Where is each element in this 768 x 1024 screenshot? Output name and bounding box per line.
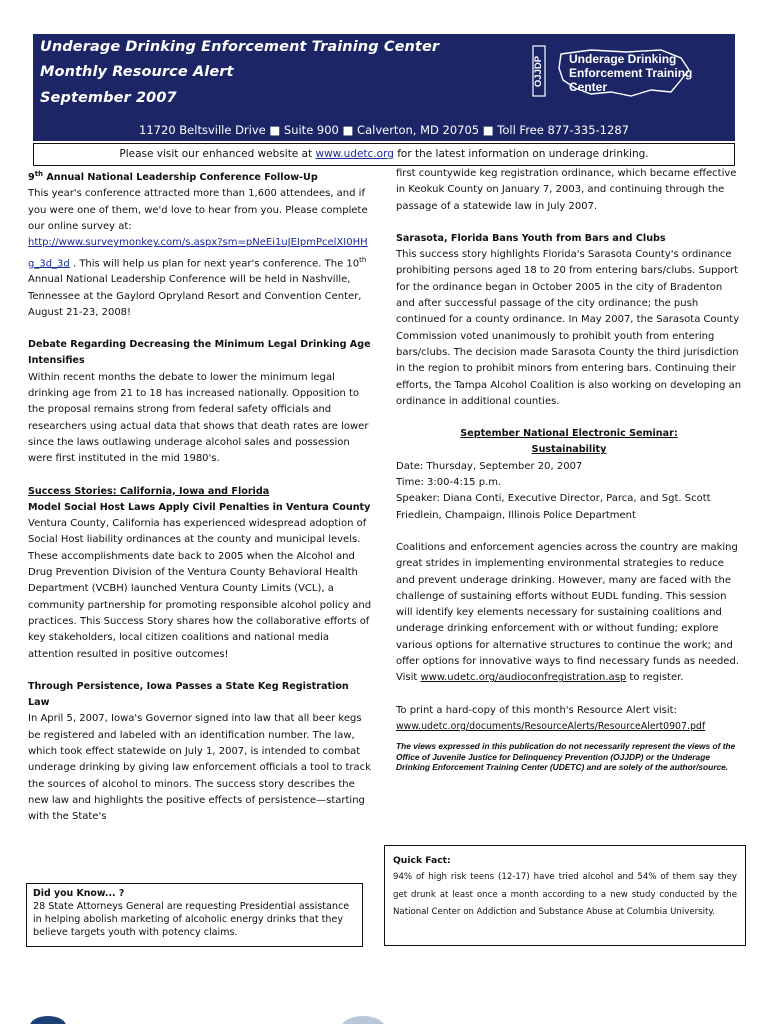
logo-line1: Underage Drinking bbox=[569, 52, 677, 66]
conference-text-sup: th bbox=[359, 255, 367, 264]
conference-heading bbox=[28, 166, 373, 186]
left-column bbox=[28, 166, 373, 826]
ventura-paragraph: Ventura County, California has experienced widespread adoption of Social Host liability ordinances at the county and municipal levels. These accomplishments date back to 2005 when the Alcohol and Drug Prevention Division of the Ventura County Behavioral Health Department (VCBH) launched Ventura County Limits (VCL), a community partnership for promoting responsible alcohol policy and practices. This Success Story shares how the collaborative efforts of key stakeholders, local citizen coalitions and national media attention resulted in positive outcomes! bbox=[28, 518, 372, 660]
quick-fact-title: Quick Fact: bbox=[393, 855, 451, 866]
iowa-paragraph: In April 5, 2007, Iowa's Governor signed into law that all beer kegs be registered and labeled with an identification number. The law, which took effect statewide on July 1, 2007, is intended to combat underage drinking by giving law enforcement officials a tool to track the sources of alcohol to minors. The success story describes the new law and highlights the positive effects of persistence—starting with the State's bbox=[28, 713, 371, 823]
debate-paragraph: Within recent months the debate to lower the minimum legal drinking age from 21 to 18 has increased nationally. Opposition to the proposal remains strong from federal safety officials and researchers using actual data that shows that death rates are lower since the laws outlawing underage alcohol sales and possession were first instituted in the mid 1980's. bbox=[28, 371, 369, 465]
footer-logo-center-icon bbox=[338, 1010, 388, 1024]
header-banner bbox=[33, 34, 735, 141]
iowa-continued-paragraph: first countywide keg registration ordinance, which became effective in Keokuk County on January 7, 2003, and continuing through the passage of a statewide law in July 2007. bbox=[396, 168, 737, 212]
conference-text-1: This year's conference attracted more than 1,600 attendees, and if you were one of them, we'd love to hear from you. Please complete our online survey at: bbox=[28, 188, 368, 233]
print-text: To print a hard-copy of this month's Resource Alert visit: bbox=[396, 704, 677, 716]
logo-text bbox=[569, 52, 731, 94]
conference-heading-text: Annual National Leadership Conference Follow-Up bbox=[43, 172, 318, 184]
did-you-know-title: Did you Know... ? bbox=[33, 888, 125, 899]
coalition-text: Coalitions and enforcement agencies across the country are making great strides in implementing environmental strategies to reduce and prevent underage drinking. However, many are faced with the challenge of sustaining efforts without EUDL funding. This session will identify key elements necessary for sustaining coalitions and underage drinking enforcement with or without funding; explore various options for alternative structures to continue the work; and offer options for innovative ways to find necessary funds as needed. Visit bbox=[396, 541, 739, 684]
conference-heading-number: 9 bbox=[28, 172, 35, 184]
seminar-heading-line2: Sustainability bbox=[531, 444, 607, 456]
print-link[interactable]: www.udetc.org/documents/ResourceAlerts/ResourceAlert0907.pdf bbox=[396, 720, 706, 732]
survey-link[interactable]: http://www.surveymonkey.com/s.aspx?sm=pNeEi1uJEIpmPcelXI0HHg_3d_3d bbox=[28, 237, 368, 269]
did-you-know-text: 28 State Attorneys General are requesting Presidential assistance in helping abolish marketing of alcoholic energy drinks that they believe targets youth with potency claims. bbox=[33, 901, 350, 938]
seminar-date: Date: Thursday, September 20, 2007 bbox=[396, 460, 583, 472]
seminar-heading-line1: September National Electronic Seminar: bbox=[460, 428, 678, 440]
header-title-line1: Underage Drinking Enforcement Training Center bbox=[40, 39, 440, 55]
website-bar bbox=[33, 143, 735, 166]
success-stories-heading: Success Stories: California, Iowa and Florida bbox=[28, 485, 270, 497]
conference-text-3: Annual National Leadership Conference will be held in Nashville, Tennessee at the Gaylord Opryland Resort and Convention Center, August 21-23, 2008! bbox=[28, 274, 362, 318]
did-you-know-box bbox=[26, 883, 363, 947]
iowa-heading: Through Persistence, Iowa Passes a State Keg Registration Law bbox=[28, 680, 349, 709]
disclaimer: The views expressed in this publication do not necessarily represent the views of the Office of Juvenile Justice for Delinquency Prevention (OJJDP) or the Underage Drinking Enforcement Training Center (UDETC) and are solely of the author/source. bbox=[396, 741, 736, 773]
udetc-website-link[interactable]: www.udetc.org bbox=[315, 148, 394, 160]
quick-fact-text: 94% of high risk teens (12-17) have tried alcohol and 54% of them say they get drunk at least once a month according to a new study conducted by the National Center on Addiction and Substance Abuse at Columbia University. bbox=[393, 872, 737, 917]
website-text-before: Please visit our enhanced website at bbox=[119, 148, 316, 160]
footer-logo-left-icon bbox=[28, 1010, 68, 1024]
print-paragraph bbox=[396, 719, 742, 735]
sarasota-paragraph: This success story highlights Florida's Sarasota County's ordinance prohibiting persons aged 18 to 20 from entering bars/clubs. Support for the ordinance began in October 2005 in the city of Bradenton and after successful passage of the city ordinance; the push continued for a county ordinance. In May 2007, the Sarasota County Commission voted unanimously to prohibit youth from entering bars/clubs. The decision made Sarasota County the third jurisdiction in the region to prohibit minors from entering bars. Continuing their efforts, the Tampa Alcohol Coalition is also working on developing an ordinance in additional counties. bbox=[396, 249, 742, 407]
seminar-time: Time: 3:00-4:15 p.m. bbox=[396, 477, 502, 489]
sarasota-heading: Sarasota, Florida Bans Youth from Bars and Clubs bbox=[396, 232, 666, 244]
register-link[interactable]: www.udetc.org/audioconfregistration.asp bbox=[420, 672, 627, 684]
conference-heading-sup: th bbox=[34, 170, 44, 178]
quick-fact-box bbox=[384, 845, 746, 946]
address-bar: 11720 Beltsville Drive ■ Suite 900 ■ Calverton, MD 20705 ■ Toll Free 877-335-1287 bbox=[139, 123, 629, 137]
logo-acronym: OJJDP bbox=[533, 55, 545, 87]
ventura-heading: Model Social Host Laws Apply Civil Penalties in Ventura County bbox=[28, 501, 371, 513]
conference-text-2: . This will help us plan for next year's conference. The 10 bbox=[69, 258, 360, 269]
conference-paragraph bbox=[28, 186, 373, 321]
seminar-speaker: Speaker: Diana Conti, Executive Director, Parca, and Sgt. Scott Friedlein, Champaign, Illinois Police Department bbox=[396, 493, 711, 521]
coalition-paragraph bbox=[396, 540, 742, 687]
header-title-line2: Monthly Resource Alert bbox=[40, 64, 234, 80]
logo-line2: Enforcement Training Center bbox=[569, 66, 693, 94]
debate-heading: Debate Regarding Decreasing the Minimum Legal Drinking Age Intensifies bbox=[28, 339, 371, 367]
header-title-line3: September 2007 bbox=[40, 90, 177, 106]
website-text-after: for the latest information on underage drinking. bbox=[393, 148, 649, 160]
right-column bbox=[396, 166, 742, 773]
register-after-text: to register. bbox=[626, 672, 684, 684]
udetc-logo bbox=[531, 40, 731, 102]
